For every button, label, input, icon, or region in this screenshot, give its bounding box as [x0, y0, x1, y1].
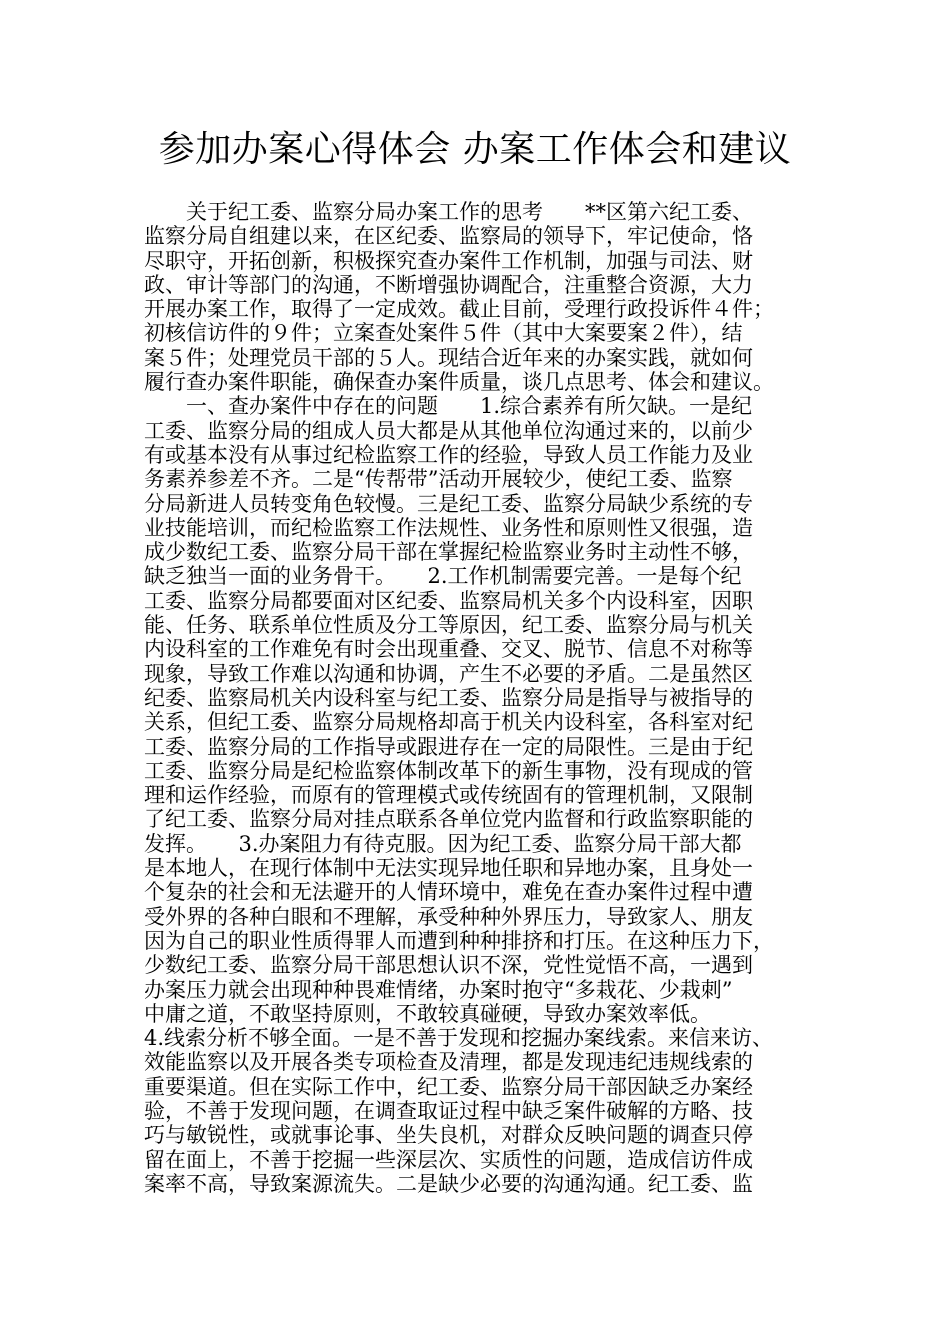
body-text-line: 能、任务、联系单位性质及分工等原因，纪工委、监察分局与机关	[144, 613, 753, 638]
document-title: 参加办案心得体会 办案工作体会和建议	[158, 129, 792, 170]
document-body	[144, 200, 824, 1196]
body-text-line: 因为自己的职业性质得罪人而遭到种种排挤和打压。在这种压力下，	[144, 928, 774, 953]
body-text-line: 现象，导致工作难以沟通和协调，产生不必要的矛盾。二是虽然区	[144, 661, 753, 686]
body-text-line: 办案压力就会出现种种畏难情绪，办案时抱守“多栽花、少栽刺”	[144, 977, 733, 1002]
body-text-line: 个复杂的社会和无法避开的人情环境中，难免在查办案件过程中遭	[144, 880, 753, 905]
body-text-line: 务素养参差不齐。二是“传帮带”活动开展较少，使纪工委、监察	[144, 467, 733, 492]
body-text-line: 分局新进人员转变角色较慢。三是纪工委、监察分局缺少系统的专	[144, 491, 753, 516]
body-text-line: 有或基本没有从事过纪检监察工作的经验，导致人员工作能力及业	[144, 442, 753, 467]
body-text-line: 纪委、监察局机关内设科室与纪工委、监察分局是指导与被指导的	[144, 685, 753, 710]
body-text-line: 初核信访件的９件；立案查处案件５件（其中大案要案２件），结	[144, 321, 743, 346]
body-text-line: 受外界的各种白眼和不理解，承受种种外界压力，导致家人、朋友	[144, 904, 753, 929]
body-text-line: 尽职守，开拓创新，积极探究查办案件工作机制，加强与司法、财	[144, 248, 753, 273]
body-text-line: 是本地人，在现行体制中无法实现异地任职和异地办案，且身处一	[144, 856, 753, 881]
body-text-line: 内设科室的工作难免有时会出现重叠、交叉、脱节、信息不对称等	[144, 637, 753, 662]
body-text-line: 少数纪工委、监察分局干部思想认识不深，党性觉悟不高，一遇到	[144, 953, 753, 978]
body-text-line: 留在面上，不善于挖掘一些深层次、实质性的问题，造成信访件成	[144, 1147, 753, 1172]
body-text-line: 一、查办案件中存在的问题 1.综合素养有所欠缺。一是纪	[144, 394, 753, 419]
body-text-line: 巧与敏锐性，或就事论事、坐失良机，对群众反映问题的调查只停	[144, 1123, 753, 1148]
body-text-line: 业技能培训，而纪检监察工作法规性、业务性和原则性又很强，造	[144, 515, 753, 540]
body-text-line: 了纪工委、监察分局对挂点联系各单位党内监督和行政监察职能的	[144, 807, 753, 832]
body-text-line: 验，不善于发现问题，在调查取证过程中缺乏案件破解的方略、技	[144, 1098, 753, 1123]
body-text-line: 案５件；处理党员干部的５人。现结合近年来的办案实践，就如何	[144, 345, 753, 370]
body-text-line: 开展办案工作，取得了一定成效。截止目前，受理行政投诉件４件；	[144, 297, 774, 322]
body-text-line: 工委、监察分局都要面对区纪委、监察局机关多个内设科室，因职	[144, 588, 753, 613]
body-text-line: 理和运作经验，而原有的管理模式或传统固有的管理机制，又限制	[144, 783, 753, 808]
body-text-line: 效能监察以及开展各类专项检查及清理，都是发现违纪违规线索的	[144, 1050, 753, 1075]
body-text-line: 履行查办案件职能，确保查办案件质量，谈几点思考、体会和建议。	[144, 370, 774, 395]
body-text-line: 重要渠道。但在实际工作中，纪工委、监察分局干部因缺乏办案经	[144, 1074, 753, 1099]
body-text-line: 关系，但纪工委、监察分局规格却高于机关内设科室，各科室对纪	[144, 710, 753, 735]
body-text-line: 政、审计等部门的沟通，不断增强协调配合，注重整合资源，大力	[144, 272, 753, 297]
body-text-line: 发挥。 3.办案阻力有待克服。因为纪工委、监察分局干部大都	[144, 831, 742, 856]
body-text-line: 成少数纪工委、监察分局干部在掌握纪检监察业务时主动性不够，	[144, 540, 753, 565]
body-text-line: 工委、监察分局是纪检监察体制改革下的新生事物，没有现成的管	[144, 758, 753, 783]
body-text-line: 工委、监察分局的组成人员大都是从其他单位沟通过来的，以前少	[144, 418, 753, 443]
body-text-line: 关于纪工委、监察分局办案工作的思考 **区第六纪工委、	[144, 200, 753, 224]
body-text-line: 中庸之道，不敢坚持原则，不敢较真碰硬，导致办案效率低。	[144, 1001, 711, 1026]
body-text-line: 工委、监察分局的工作指导或跟进存在一定的局限性。三是由于纪	[144, 734, 753, 759]
body-text-line: 监察分局自组建以来，在区纪委、监察局的领导下，牢记使命，恪	[144, 224, 753, 249]
body-text-line: 4.线索分析不够全面。一是不善于发现和挖掘办案线索。来信来访、	[144, 1026, 774, 1051]
body-text-line: 案率不高，导致案源流失。二是缺少必要的沟通沟通。纪工委、监	[144, 1171, 753, 1196]
body-text-line: 缺乏独当一面的业务骨干。 2.工作机制需要完善。一是每个纪	[144, 564, 742, 589]
